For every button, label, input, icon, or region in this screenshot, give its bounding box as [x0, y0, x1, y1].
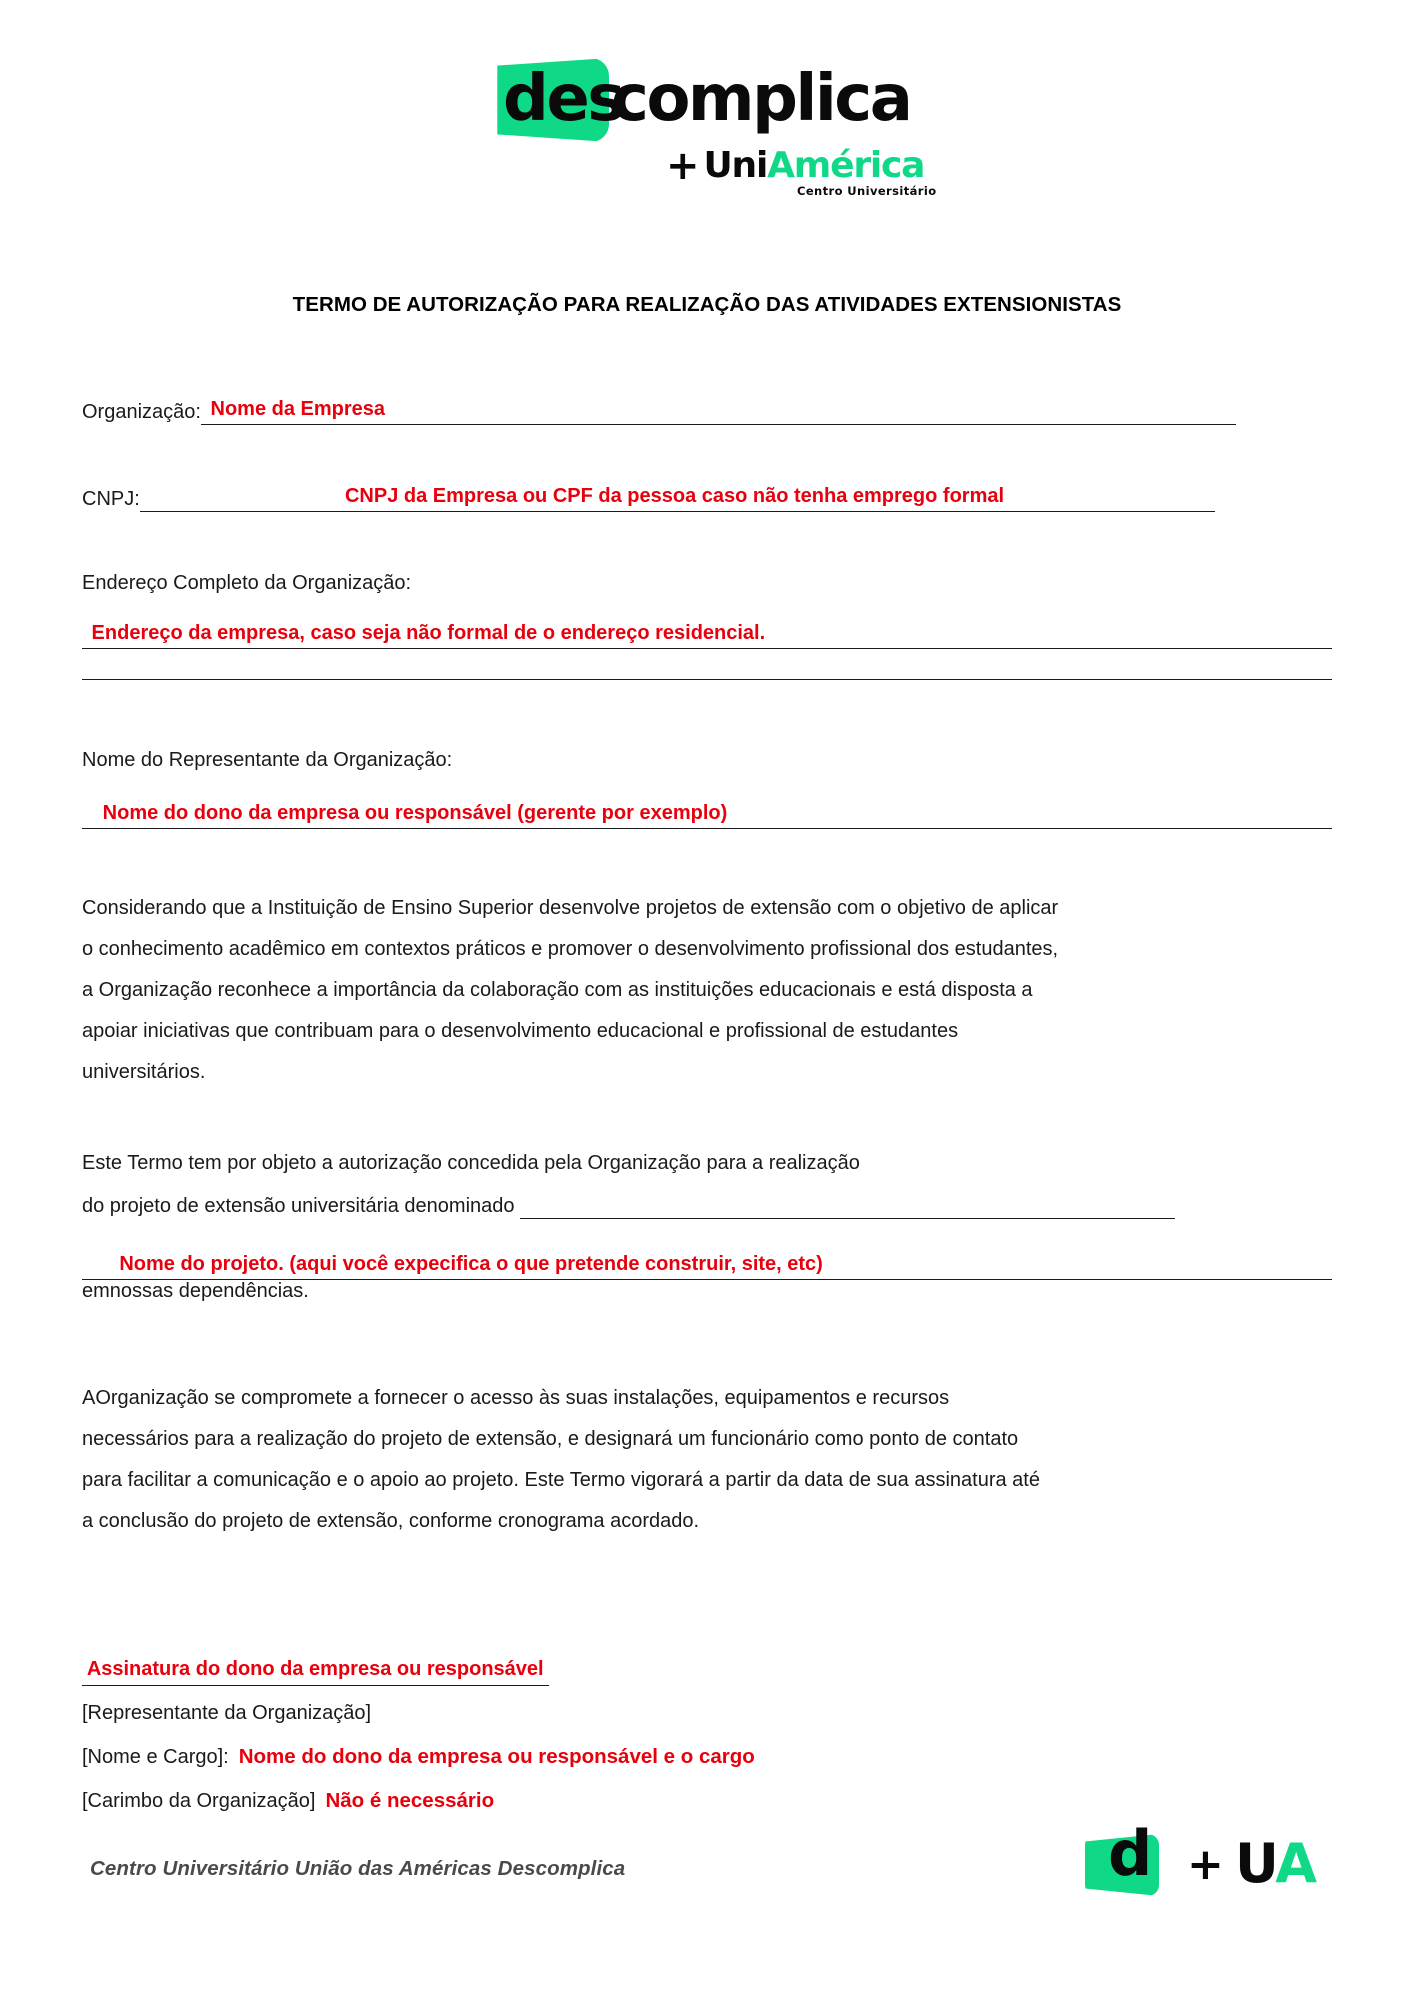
footer-logo-d: d	[1108, 1817, 1153, 1890]
paragraph-objeto-line3: emnossas dependências.	[82, 1280, 309, 1302]
page-title: TERMO DE AUTORIZAÇÃO PARA REALIZAÇÃO DAS ATIVIDADES EXTENSIONISTAS	[292, 293, 1122, 316]
field-cnpj-label: CNPJ:	[82, 488, 140, 510]
paragraph-objeto-line1: Este Termo tem por objeto a autorização concedida pela Organização para a realização	[82, 1152, 860, 1174]
paragraph-line: universitários.	[82, 1061, 206, 1083]
paragraph-line: a conclusão do projeto de extensão, conforme cronograma acordado.	[82, 1510, 700, 1532]
paragraph-compromisso	[82, 1378, 1334, 1542]
paragraph-considerando	[82, 888, 1334, 1093]
field-organizacao-label: Organização:	[82, 401, 201, 423]
field-projeto	[82, 1251, 1332, 1280]
field-projeto-line	[82, 1190, 1175, 1219]
field-cnpj-value[interactable]: CNPJ da Empresa ou CPF da pessoa caso não tenha emprego formal	[140, 483, 1215, 512]
field-projeto-blank[interactable]	[520, 1190, 1175, 1219]
paragraph-objeto-line2: do projeto de extensão universitária denominado	[82, 1195, 521, 1217]
field-organizacao	[82, 396, 1236, 425]
descomplica-uniamerica-logo	[0, 58, 1414, 203]
logo-text-des: des	[503, 62, 623, 136]
signature-carimbo	[82, 1788, 494, 1814]
field-representante-label: Nome do Representante da Organização:	[82, 749, 453, 771]
field-cnpj	[82, 483, 1215, 512]
logo-text-america: América	[767, 145, 925, 186]
signature-carimbo-value[interactable]: Não é necessário	[325, 1789, 495, 1812]
field-endereco-value[interactable]: Endereço da empresa, caso seja não formal de o endereço residencial.	[82, 620, 1332, 649]
field-projeto-value[interactable]: Nome do projeto. (aqui você expecifica o que pretende construir, site, etc)	[82, 1251, 1332, 1280]
paragraph-line: necessários para a realização do projeto de extensão, e designará um funcionário como ponto de contato	[82, 1428, 1019, 1450]
logo-uniamerica-text	[704, 146, 925, 186]
paragraph-line: para facilitar a comunicação e o apoio ao projeto. Este Termo vigorará a partir da data de sua assinatura até	[82, 1469, 1040, 1491]
signature-nome-cargo-value[interactable]: Nome do dono da empresa ou responsável e o cargo	[238, 1745, 755, 1768]
signature-carimbo-label: [Carimbo da Organização]	[82, 1790, 316, 1812]
signature-representante: [Representante da Organização]	[82, 1702, 372, 1724]
paragraph-line: Considerando que a Instituição de Ensino Superior desenvolve projetos de extensão com o objetivo de aplicar	[82, 897, 1059, 919]
logo-text-complica: complica	[611, 62, 911, 136]
paragraph-line: a Organização reconhece a importância da colaboração com as instituições educacionais e está disposta a	[82, 979, 1033, 1001]
field-representante	[82, 800, 1332, 829]
field-endereco-second-line[interactable]	[82, 678, 1332, 680]
plus-icon: +	[666, 143, 700, 189]
logo-text-uni: Uni	[703, 145, 768, 186]
paragraph-line: AOrganização se compromete a fornecer o acesso às suas instalações, equipamentos e recursos	[82, 1387, 950, 1409]
footer-plus-icon: +	[1187, 1839, 1224, 1890]
paragraph-line: o conhecimento acadêmico em contextos práticos e promover o desenvolvimento profissional dos estudantes,	[82, 938, 1059, 960]
field-organizacao-value[interactable]: Nome da Empresa	[201, 396, 1236, 425]
signature-nome-cargo	[82, 1744, 755, 1770]
paragraph-line: apoiar iniciativas que contribuam para o desenvolvimento educacional e profissional de estudantes	[82, 1020, 959, 1042]
footer-institution-name: Centro Universitário União das Américas Descomplica	[90, 1857, 626, 1880]
footer-logo-ua	[1235, 1832, 1315, 1895]
signature-line[interactable]: Assinatura do dono da empresa ou responsável	[82, 1656, 549, 1686]
field-representante-value[interactable]: Nome do dono da empresa ou responsável (gerente por exemplo)	[82, 800, 1332, 829]
footer-logo-a: A	[1275, 1832, 1315, 1895]
signature-nome-cargo-label: [Nome e Cargo]:	[82, 1746, 229, 1768]
logo-subtitle: Centro Universitário	[797, 184, 937, 198]
logo-uniamerica	[666, 143, 925, 189]
footer-logo-u: U	[1235, 1832, 1276, 1895]
field-endereco	[82, 620, 1332, 649]
field-endereco-label: Endereço Completo da Organização:	[82, 572, 412, 594]
